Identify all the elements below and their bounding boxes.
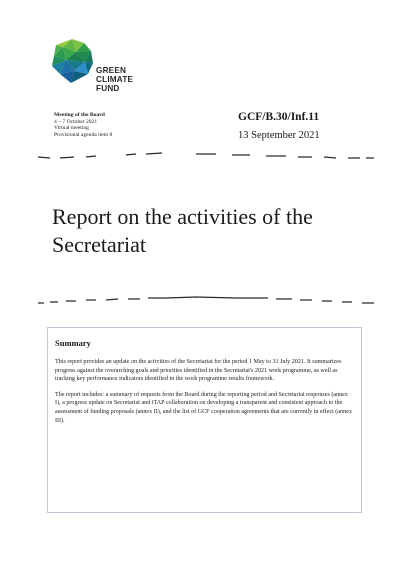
meeting-info [54, 112, 112, 138]
report-title [52, 203, 382, 259]
title-line-1: Report on the activities of the [52, 204, 313, 229]
bottom-divider [36, 296, 376, 306]
meeting-dates: 4 – 7 October 2021 [54, 118, 98, 125]
gcf-logo [48, 38, 168, 98]
document-reference: GCF/B.30/Inf.11 [238, 111, 320, 123]
summary-paragraph-1: This report provides an update on the activities of the Secretariat for the period 1 May to 31 July 2021. It summarizes progress against the overarching goals and priorities identified in the Secretariat's 2021 work programme, as well as tracking key performance indicators identified in the work programme results framework. [55, 359, 342, 383]
logo-line-climate: CLIMATE [96, 75, 134, 85]
summary-box [47, 327, 362, 513]
summary-paragraph-2: The report includes: a summary of requests from the Board during the reporting period and Secretariat responses (annex I), a progress update on Secretariat and iTAP collaboration on developing a transparent and consistent approach to the assessment of funding proposals (annex II), and the list of GCF cooperation agreements that are currently in effect (annex III). [55, 391, 352, 424]
document-date: 13 September 2021 [238, 130, 320, 141]
top-divider [36, 152, 376, 162]
summary-heading: Summary [55, 338, 91, 348]
meeting-heading: Meeting of the Board [54, 112, 105, 118]
title-line-2: Secretariat [52, 232, 147, 257]
logo-line-fund: FUND [96, 84, 120, 94]
logo-line-green: GREEN [96, 66, 127, 75]
logo-wordmark [96, 66, 133, 94]
globe-icon [50, 38, 94, 84]
meeting-agenda: Provisional agenda item 8 [54, 131, 113, 138]
meeting-mode: Virtual meeting [54, 125, 89, 132]
